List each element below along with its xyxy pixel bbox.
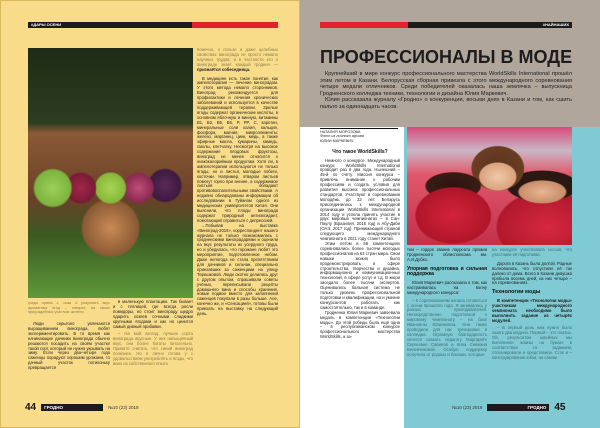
continued-text: на конкурсе участвовала сессия, что участники её подготовки. (492, 247, 572, 257)
photo-credit-name: ЮЛИИ МАРКЕВИЧ (320, 138, 354, 143)
paragraph: Немного о конкурсе. Международный конкурс WorldSkills International проводит раз в два года. Нынешний – 45-й по счёту. Миссия конкурса – привлечь внимание к рабочим профессиям и создать условия для развития высоких профессиональных стандартов. Участвуют в соревновании молодёжь до 22 лет. Беларусь присоединилась к международной организации WorldSkills International в 2014 году и успела принять участие в двух мировых чемпионатах – в Сан-Паулу (Бразилия, 2015 год) и Абу-Даби (ОАЭ, 2017 год). Принимающей страной следующего международного чемпионата в 2021 году станет Китай. (320, 157, 400, 242)
column-3 (492, 248, 572, 361)
quote-paragraph: – К соревнованиям начала готовиться с осени прошлого года. Я занималась у разных преподавателей. Непосредственно подготовкой к мировому чемпионату – на базе Ивановны Юлиановна. Они также проводили для нас тренировки в колледже. Огромную благодарность хочется сказать педагогу Маргарите Сергеевне Савиной и всем Снежана Веленчиковой. Особую поддержку получила от родных и близких, которые (407, 297, 487, 357)
footer-right (452, 402, 565, 413)
paragraph: В медицине есть такое понятие, как ампелотерапия — лечение виноградом. У этого метода немало сторонников. Виноград рекомендуется для профилактики и лечения хронических заболеваний и используется в качестве поддерживающей терапии. Зрелые ягоды содержат органические кислоты, в основном яблочную и винную, витамины B1, B2, B5, B6, P, PP, C, каротин, минеральные соли калия, кальция, фосфора, магния, микроэлементы: железо, марганец, цинк, медь, а также эфирные масла, кумарины, камедь, смолы, клетчатку. Несмотря на высокое содержание плодовых фруктозы, виноград не менее относится к низкокалорийным продуктам. Хотя ли, в ампелотерапии используются не только ягоды, но и листья, молодые побеги, косточки. Например, отваром листьев помогут горло при ангине, а содержимое листьев обладают противовоспалительными свойствами. А недавно обнародованы информации об исследовании в Гуйаном одного из медицинских университетов Китая. Они выяснили, что плоды винограда содержат природный антиоксидант, помогающий справиться с депрессией. (197, 75, 278, 223)
photo-caption: градо прямо с лозы и разузнать вкус ароматных ягод – говорят, на своих приусадебных участках жители. (28, 301, 110, 315)
lead-bold: признаётся собеседница. (197, 66, 251, 72)
footer-brand: ГРОДНО (41, 404, 103, 411)
intro-paragraph: Крупнейший в мире конкурс профессионального мастерства WorldSkills International прошёл этим летом в Казани. Белорусская сборная привезла с этого международного соревнования четыре медали отличников. Среди победителей оказалась наша землячка – выпускница Гродненского колледжа техники, технологии и дизайна Юлия Маркевич. (320, 71, 572, 97)
subheading: Что такое WorldSkills? (332, 149, 388, 155)
page-number: 45 (554, 402, 566, 413)
paragraph: Люди серьёзно увлекаются выращиванием винограда, любят экспериментировать. В то время как начинающие дачники винограда обычно решаются посадить на своём участке такой сорт, который не нужно укрывать на зиму. Если через два-четыре года саженцы порадуют хорошим урожаем, то дачный участок потихоньку превращается (28, 321, 111, 371)
article-column-2 (113, 300, 193, 367)
rubric-accent (192, 22, 278, 28)
subheading: Технологии моды (492, 289, 541, 296)
article-intro (320, 71, 572, 111)
quote-paragraph: – В первый день нам нужно было сшить два модели. Первый – это платье. Ой, результатом швейных мы выполнили эскизы на бумаге в соответствии со заданием, отсканировали и представили. Сток и – конструирование юбки, на самом (492, 325, 572, 360)
paragraph: в маленькую плантацию. Так бывает и с теплицей, где всегда росли помидоры, но стоит винограду щедро одарить хозяев сочными сладкими крупными ягодами и как но ценится самый дивный прибавки. (113, 299, 193, 329)
rubric-label: #ДАРЫ ОСЕНИ (28, 22, 192, 28)
right-column-1 (320, 150, 400, 340)
article-column-3 (197, 48, 278, 317)
continued-text: тем – гордое звание лауреата премии Гродненского облисполкома им. А.И.Дубко. (407, 247, 487, 262)
footer-left (25, 402, 138, 413)
winners-photo (407, 127, 572, 245)
paragraph: Этим летом в 56 компетенциях соревновались более тысячи молодых профессионалов из 63 стран мира. Свои навыки можно было продемонстрировать в сфере строительства, творчества и дизайна, информационно и коммуникационных технологий, в сфере услуг и т.д. В жюри заседало более тысячи экспертов. Оценивались бальная система не только уровень профессиональной подготовки и квалификации, но и умение конкурсантов работать как самостоятельно, так и в команде. (320, 241, 400, 310)
author: НАТАЛИЯ МОРОЗОВА (320, 130, 361, 134)
grapes-photo (28, 48, 193, 298)
rubric-bar-left (28, 22, 278, 28)
footer-brand: ГРОДНО (487, 404, 549, 411)
paragraph: ...Побывав на выставке «Виноград-2019», корреспондент нашего журнала не только познакомилась с гродненскими виноградарями и оценили на вкус результаты их усердного труда, но и убедилась, что горожане любят это мероприятие, подготовленное небом. Даже непогода не стала препятствием для дачников и сельчан, специально приехавших за саженцами на улицу Терешковой. Люди охотно делились друг с другом опытом, спрашивали советы учёных, переписывали рецепты домашнего вина и способы хранения, новые подвои вместо для заполнения саженцев покупали в разы больше. Але, конечно же, и «Сенсацией», готовы были приехать на выставку на следующий день. (197, 222, 278, 317)
paragraph: Дорога в Казань была долгой. Родные волновались, что отпустили её так далеко от дома. Всего в Казани девушка пробыла восемь дней, из них четыре – на соревнованиях. (492, 260, 572, 286)
rubric-bar-right (320, 22, 572, 28)
quote-paragraph: – На мой взгляд, лучшие сорта винограда вкусные. У них насыщенный вкус, они более богаты питательно. Принято считать, что синий виноград полезнее. Но я лично готова у с удовольствием употреблять и ягоды, что вино из собственного опыта (113, 331, 193, 366)
footer-issue: №10 (23) 2019 (452, 405, 483, 410)
byline (320, 128, 398, 143)
footer-issue: №10 (23) 2019 (108, 405, 139, 410)
photo-credit: Фото из личного архива (320, 134, 364, 139)
intro-paragraph: Юлия рассказала журналу «Гродно» о конкуренции, восьми днях в Казани и том, как сшить пальто за одиннадцать часов. (320, 97, 572, 110)
article-title: ПРОФЕССИОНАЛЫ В МОДЕ (320, 47, 573, 67)
column-2 (407, 248, 487, 358)
page-number: 44 (25, 402, 37, 413)
paragraph: Юлия Маркевич рассказала о том, как настраивалась на волну международного конкурса: (407, 279, 487, 295)
lead-paragraph: В компетенции «Технологии моды» участникам международного чемпионата необходимо было выполнить задание из четырёх модулей. (492, 297, 572, 323)
lead-text: Конечно, о пользе и даже целебных свойствах винограда не просто немало научных трудов, и в частности его о винограде знает каждый гроднич — (197, 47, 278, 67)
paragraph: Гродненка Юлия Маркевич завоевала медаль в компетенции «Технологии моды». До этой победы была ещё одна – в республиканском конкурсе профессионального мастерства WorldSkills, а за- (320, 309, 400, 340)
subheading: Упорная подготовка и сильная поддержка (407, 265, 487, 278)
article-column-1 (28, 322, 110, 371)
rubric-accent (320, 22, 408, 28)
rubric-label: #НАЙНАШИХ (408, 22, 572, 28)
